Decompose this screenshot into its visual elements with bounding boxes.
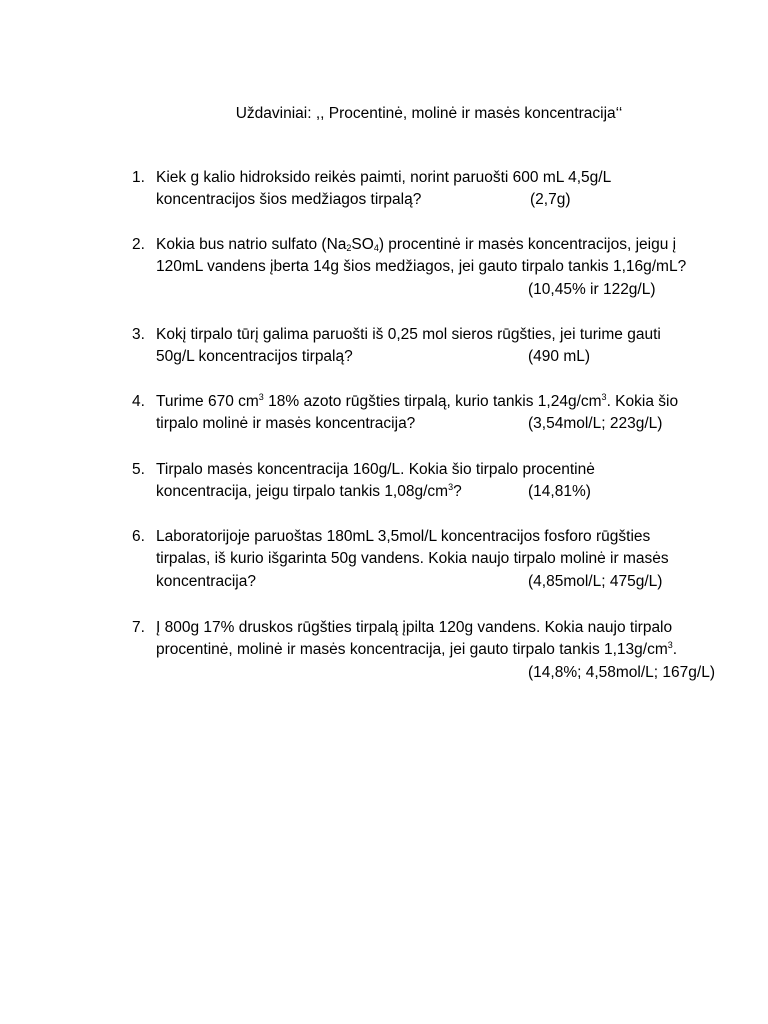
problem-number: 2.: [132, 236, 145, 253]
subscript: 4: [373, 243, 379, 253]
answer-label: (2,7g): [530, 191, 571, 208]
problem-text-line: koncentracijos šios medžiagos tirpalą?: [156, 191, 422, 208]
problem-text-line: koncentracija?: [156, 573, 256, 590]
superscript: 3: [667, 640, 673, 650]
problem-number: 3.: [132, 326, 145, 343]
superscript: 3: [448, 482, 454, 492]
problem-text-line: tirpalo molinė ir masės koncentracija?: [156, 415, 416, 432]
superscript: 3: [601, 392, 607, 402]
problem-number: 6.: [132, 528, 145, 545]
problem-text-line: Į 800g 17% druskos rūgšties tirpalą įpilta 120g vandens. Kokia naujo tirpalo: [156, 619, 673, 636]
problem-text-line: procentinė, molinė ir masės koncentracija, jei gauto tirpalo tankis $1,13g/cm^3$.: [156, 640, 678, 658]
problem-text-line: Kiek g kalio hidroksido reikės paimti, norint paruošti 600 mL 4,5g/L: [156, 169, 612, 186]
problem-text-line: Kokį tirpalo tūrį galima paruošti iš 0,25 mol sieros rūgšties, jei turime gauti: [156, 326, 661, 343]
problem-text-line: Kokia bus natrio sulfato $(Na_2SO_4)$ procentinė ir masės koncentracijos, jeigu į: [156, 236, 677, 253]
answer-label: (14,81%): [528, 483, 591, 500]
problem-text-line: tirpalas, iš kurio išgarinta 50g vandens. Kokia naujo tirpalo molinė ir masės: [156, 550, 669, 567]
problem-number: 4.: [132, 393, 145, 410]
answer-label: (3,54mol/L; 223g/L): [528, 415, 663, 432]
answer-label: (10,45% ir 122g/L): [528, 281, 656, 298]
problem-text-line: 120mL vandens įberta 14g šios medžiagos, jei gauto tirpalo tankis 1,16g/mL?: [156, 258, 687, 275]
superscript: 3: [258, 392, 264, 402]
problem-number: 7.: [132, 619, 145, 636]
problem-text-line: koncentracija, jeigu tirpalo tankis $1,08g/cm^3$?: [156, 482, 462, 500]
subscript: 2: [346, 243, 352, 253]
problem-text-line: 50g/L koncentracijos tirpalą?: [156, 348, 353, 365]
page-title: Uždaviniai: ,, Procentinė, molinė ir masės koncentracija‘‘: [235, 105, 623, 122]
problem-text-line: Laboratorijoje paruoštas 180mL 3,5mol/L koncentracijos fosforo rūgšties: [156, 528, 651, 545]
problem-number: 1.: [132, 169, 145, 186]
problem-text-line: Turime 670 $cm^3$ 18% azoto rūgšties tirpalą, kurio tankis $1,24g/cm^3$. Kokia šio: [156, 392, 679, 410]
answer-label: (14,8%; 4,58mol/L; 167g/L): [528, 664, 715, 681]
answer-label: (4,85mol/L; 475g/L): [528, 573, 663, 590]
answer-label: (490 mL): [528, 348, 591, 365]
problem-number: 5.: [132, 461, 145, 478]
problem-text-line: Tirpalo masės koncentracija 160g/L. Kokia šio tirpalo procentinė: [156, 461, 595, 478]
